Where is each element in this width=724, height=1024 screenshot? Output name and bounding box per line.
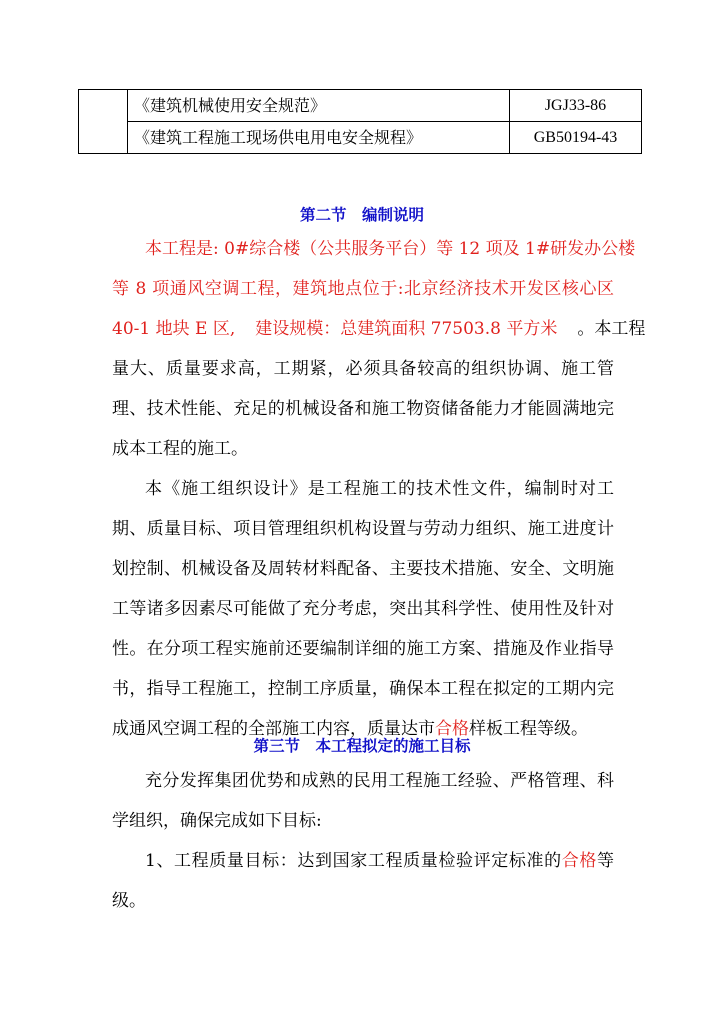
paragraph-line: 工等诸多因素尽可能做了充分考虑，突出其科学性、使用性及针对 xyxy=(112,599,614,619)
paragraph-line: 量大、质量要求高，工期紧，必须具备较高的组织协调、施工管 xyxy=(112,359,614,379)
highlight-text: 合格 xyxy=(561,851,597,871)
paragraph-line: 本《施工组织设计》是工程施工的技术性文件，编制时对工 xyxy=(145,479,614,499)
section-heading: 第二节 编制说明 xyxy=(299,206,424,224)
paragraph-line xyxy=(112,317,646,341)
table-row xyxy=(79,90,642,122)
table-row xyxy=(79,122,642,154)
paragraph-line: 充分发挥集团优势和成熟的民用工程施工经验、严格管理、科 xyxy=(145,771,614,791)
paragraph-line: 等 8 项通风空调工程，建筑地点位于:北京经济技术开发区核心区 xyxy=(112,279,614,299)
paragraph-line: 书，指导工程施工，控制工序质量，确保本工程在拟定的工期内完 xyxy=(112,679,614,699)
paragraph-text: 样板工程等级。 xyxy=(469,719,588,739)
highlight-text: 合格 xyxy=(435,719,469,739)
paragraph-line: 成本工程的施工。 xyxy=(112,439,248,459)
standards-table xyxy=(78,89,642,154)
standard-code: JGJ33-86 xyxy=(510,90,642,122)
standard-name: 《建筑工程施工现场供电用电安全规程》 xyxy=(128,122,510,154)
paragraph-line: 期、质量目标、项目管理组织机构设置与劳动力组织、施工进度计 xyxy=(112,519,614,539)
paragraph-line: 性。在分项工程实施前还要编制详细的施工方案、措施及作业指导 xyxy=(112,639,614,659)
paragraph-line xyxy=(145,849,614,873)
highlight-text: 40-1 地块 E 区, xyxy=(112,319,236,339)
highlight-text: 建设规模：总建筑面积 77503.8 平方米 xyxy=(255,319,558,339)
standard-name: 《建筑机械使用安全规范》 xyxy=(128,90,510,122)
standard-code: GB50194-43 xyxy=(510,122,642,154)
paragraph-line: 划控制、机械设备及周转材料配备、主要技术措施、安全、文明施 xyxy=(112,559,614,579)
paragraph-line: 级。 xyxy=(112,891,146,911)
section-heading: 第三节 本工程拟定的施工目标 xyxy=(253,737,471,755)
paragraph-line: 本工程是: 0#综合楼（公共服务平台）等 12 项及 1#研发办公楼 xyxy=(145,239,636,259)
paragraph-line: 学组织，确保完成如下目标: xyxy=(112,811,322,831)
paragraph-line: 理、技术性能、充足的机械设备和施工物资储备能力才能圆满地完 xyxy=(112,399,614,419)
paragraph-text: 。本工程 xyxy=(577,319,646,339)
paragraph-text: 成通风空调工程的全部施工内容，质量达市 xyxy=(112,719,435,739)
paragraph-text: 1、工程质量目标：达到国家工程质量检验评定标准的 xyxy=(145,851,562,871)
table-index-cell xyxy=(79,90,128,154)
paragraph-text: 等 xyxy=(597,851,614,871)
